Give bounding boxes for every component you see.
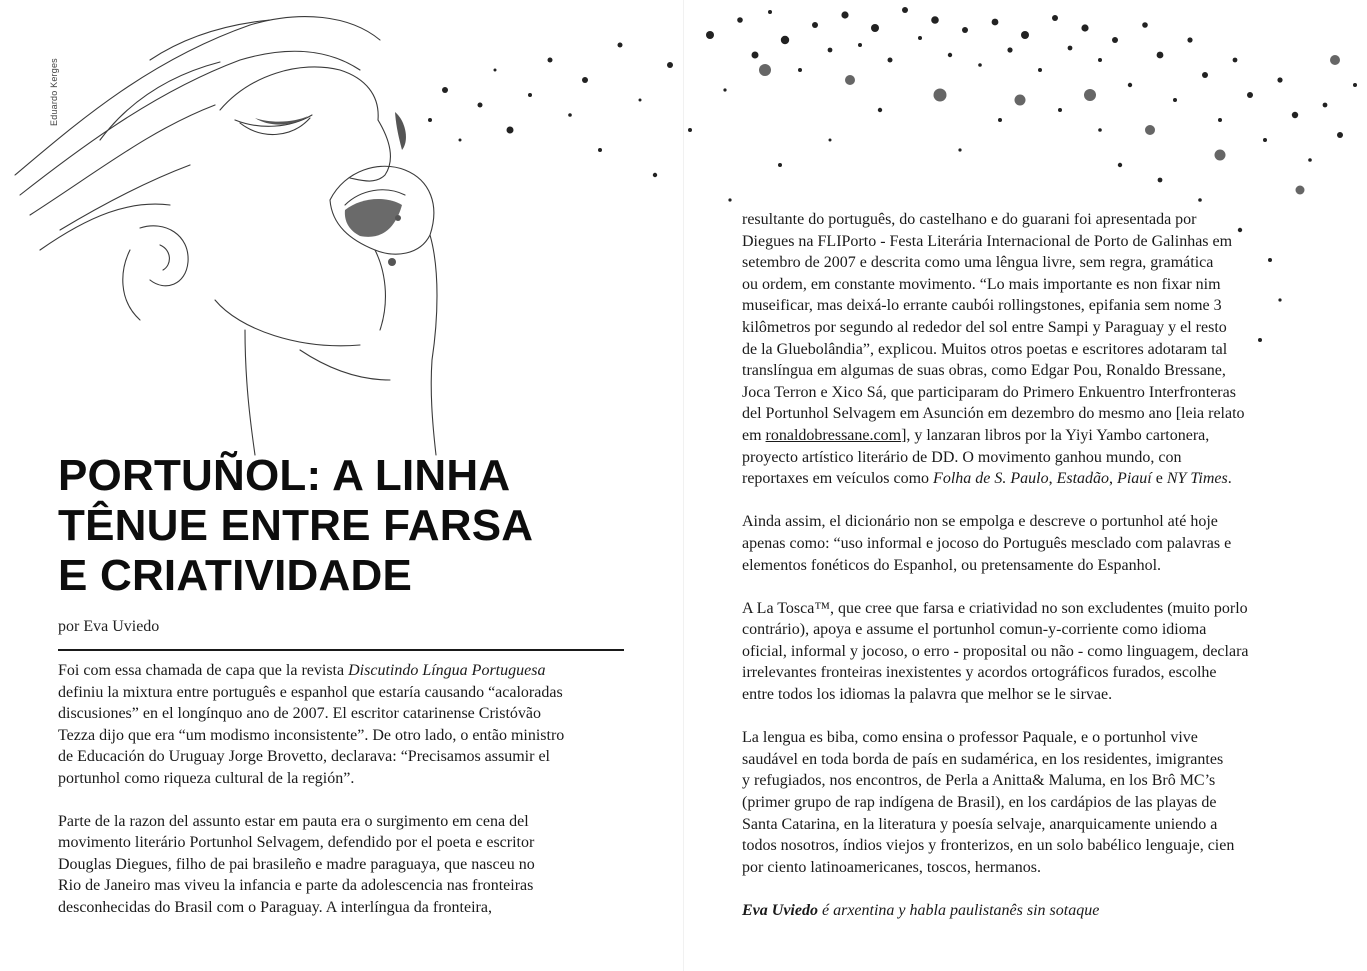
text-line: Parte de la razon del assunto estar em pauta era o surgimento em cena del xyxy=(58,812,529,830)
text-line: proyecto artístico literário de DD. O movimento ganhou mundo, con xyxy=(742,448,1182,466)
byline: por Eva Uviedo xyxy=(58,618,160,635)
text-line: definiu la mixtura entre português e espanhol que estaría causando “acaloradas xyxy=(58,683,563,701)
paragraph xyxy=(58,811,633,919)
text-line: de Educación do Uruguay Jorge Brovetto, declarava: “Precisamos assumir el xyxy=(58,748,550,766)
publication-title: Discutindo Língua Portuguesa xyxy=(348,662,546,679)
text-line: La lengua es biba, como ensina o professor Paquale, e o portunhol vive xyxy=(742,729,1198,747)
text-line: portunhol como riqueza cultural de la región”. xyxy=(58,769,355,787)
text-line: kilômetros por segundo al rededor del sol entre Sampi y Paraguay y el resto xyxy=(742,318,1227,336)
text-line: Joca Terron e Xico Sá, que participaram do Primero Enkuentro Interfronteras xyxy=(742,383,1236,401)
text-line: ou ordem, em constante movimento. “Lo mais importante es non fixar nim xyxy=(742,275,1221,293)
text-line: (primer grupo de rap indígena de Brasil), en los cardápios de las playas de xyxy=(742,794,1217,812)
illustration-face xyxy=(0,0,683,460)
publication-name: Folha de S. Paulo xyxy=(933,470,1049,488)
text-line: Douglas Diegues, filho de pai brasileño e madre paraguaya, que nasceu no xyxy=(58,855,535,873)
text-line: irrelevantes fronteiras inexistentes y acordos ortográficos furados, escolhe xyxy=(742,664,1217,682)
text-line: reportaxes em veículos como Folha de S. Paulo, Estadão, Piauí e NY Times. xyxy=(742,470,1232,488)
paragraph xyxy=(742,511,1322,576)
text-line: elementos fonéticos do Espanhol, ou pretensamente do Espanhol. xyxy=(742,556,1162,574)
text-line: y refugiados, nos encontros, de Perla a Anitta& Maluma, en los Brô MC’s xyxy=(742,772,1216,790)
paragraph xyxy=(742,727,1322,878)
text-line: movimento literário Portunhol Selvagem, defendido por el poeta e escritor xyxy=(58,834,535,852)
text-line: resultante do português, do castelhano e do guarani foi apresentada por xyxy=(742,211,1197,228)
author-name: Eva Uviedo xyxy=(742,902,818,919)
text-line: oficial, informal y jocoso, o erro - proposital ou não - como linguagem, declara xyxy=(742,642,1249,660)
body-column-left xyxy=(58,660,633,940)
text-line: em ronaldobressane.com], y lanzaran libros por la Yiyi Yambo cartonera, xyxy=(742,426,1210,444)
publication-name: Piauí xyxy=(1117,470,1152,488)
headline-line: E CRIATIVIDADE xyxy=(58,551,413,600)
text-line: de la Gluebolândia”, explicou. Muitos otros poetas e escritores adotaram tal xyxy=(742,340,1228,358)
text-line: apenas como: “uso informal e jocoso do Português mesclado com palavras e xyxy=(742,534,1232,552)
paragraph xyxy=(742,598,1322,706)
headline-rule xyxy=(58,649,624,651)
text-line: translíngua em algumas de suas obras, como Edgar Pou, Ronaldo Bressane, xyxy=(742,362,1226,380)
text-line: Tezza dijo que era “um modismo inconsistente”. De otro lado, o então ministro xyxy=(58,726,565,744)
author-signoff xyxy=(742,900,1322,922)
page-gutter xyxy=(683,0,684,971)
text-line: por ciento latinoamericanes, toscos, hermanos. xyxy=(742,858,1042,876)
text-line: saudável en toda borda de país en sudamérica, en los residentes, imigrantes xyxy=(742,750,1224,768)
author-bio: é arxentina y habla paulistanês sin sotaque xyxy=(817,902,1100,919)
paragraph xyxy=(58,660,633,790)
text-line: setembro de 2007 e descrita como uma lêngua livre, sem regra, gramática xyxy=(742,254,1214,272)
headline-line: PORTUÑOL: A LINHA xyxy=(58,451,511,500)
text-line: museificar, mas deixá-lo errante caubói rollingstones, epifania sem nome 3 xyxy=(742,297,1222,315)
text-line: contrário), apoya e assume el portunhol comun-y-corriente como idioma xyxy=(742,621,1207,639)
publication-name: Estadão xyxy=(1056,470,1110,488)
text-line: A La Tosca™, que cree que farsa e criatividad no son excludentes (muito porlo xyxy=(742,599,1248,617)
body-column-right xyxy=(742,209,1322,943)
text-line: Rio de Janeiro mas viveu la infancia e parte da adolescencia nas fronteiras xyxy=(58,877,534,895)
text-line: Santa Catarina, en la literatura y poesía selvaje, anarquicamente uniendo a xyxy=(742,815,1218,833)
headline-line: TÊNUE ENTRE FARSA xyxy=(58,501,534,550)
text-line: todos nosotros, índios viejos y fronterizos, en un solo babélico lenguaje, cien xyxy=(742,837,1235,855)
text-line: desconhecidas do Brasil com o Paraguay. A interlíngua da fronteira, xyxy=(58,898,492,916)
text-line: Foi com essa chamada de capa que la revista Discutindo Língua Portuguesa xyxy=(58,662,546,679)
text-line: discusiones” en el longínquo ano de 2007. El escritor catarinense Cristóvão xyxy=(58,705,541,723)
article-headline xyxy=(58,451,658,601)
text-line: Ainda assim, el dicionário non se empolga e descreve o portunhol até hoje xyxy=(742,513,1218,531)
text-line: Diegues na FLIPorto - Festa Literária Internacional de Porto de Galinhas em xyxy=(742,232,1233,250)
text-line: entre todos los idiomas la palavra que melhor se le sirvae. xyxy=(742,686,1113,704)
text-line: del Portunhol Selvagem em Asunción em dezembro do mesmo ano [leia relato xyxy=(742,405,1245,423)
ronaldobressane-link[interactable]: ronaldobressane.com xyxy=(765,426,902,444)
paragraph xyxy=(742,209,1322,490)
publication-name: NY Times xyxy=(1166,470,1228,488)
illustration-credit: Eduardo Kerges xyxy=(49,58,59,126)
